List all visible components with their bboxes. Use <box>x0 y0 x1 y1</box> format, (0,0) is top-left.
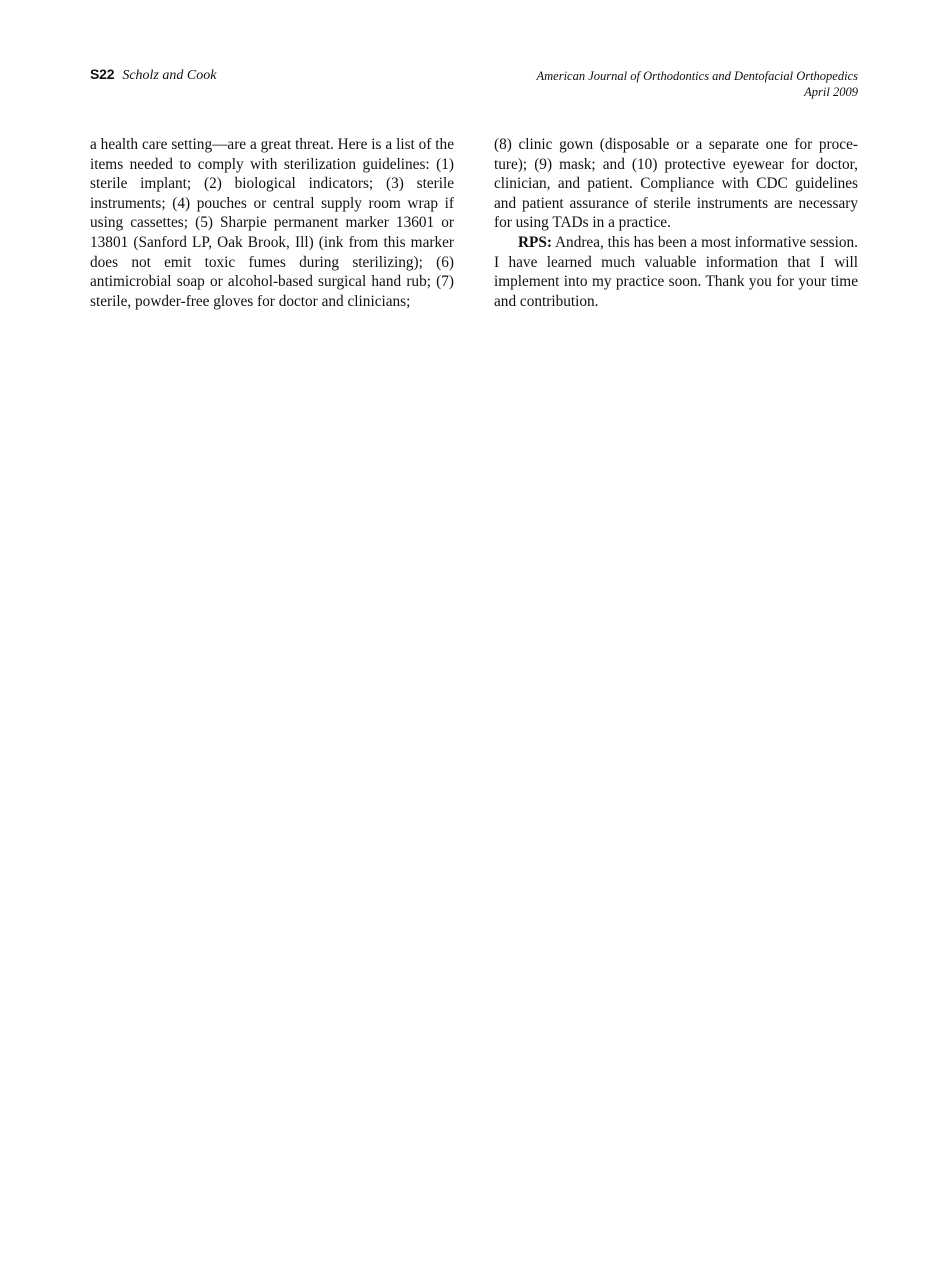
header-right <box>537 68 859 100</box>
left-column <box>90 135 454 311</box>
closing-remark: Andrea, this has been a most informative session. I have learned much valuable information that I will implement into my practice soon. Thank you for your time and contribution. <box>494 233 858 310</box>
running-header <box>90 66 858 106</box>
right-column <box>494 135 858 311</box>
header-left <box>90 66 216 84</box>
running-authors: Scholz and Cook <box>122 68 217 83</box>
page-number: S22 <box>90 66 115 82</box>
right-paragraph-2 <box>494 233 858 311</box>
issue-date: April 2009 <box>804 85 858 99</box>
right-paragraph-1: (8) clinic gown (disposable or a separate one for proceture); (9) mask; and (10) protective eyewear for doctor, clinician, and patient. Compliance with CDC guidelines and patient assurance of sterile instruments are necessary for using TADs in a practice. <box>494 136 858 232</box>
left-paragraph-1: a health care setting—are a great threat. Here is a list of the items needed to comply with sterilization guidelines: (1) sterile implant; (2) biological indicators; (3) sterile instruments; (4) pouches or central supply room wrap if using cassettes; (5) Sharpie permanent marker 13601 or 13801 (Sanford LP, Oak Brook, Ill) (ink from this marker does not emit toxic fumes during sterilizing); (6) antimicrobial soap or alcohol-based surgical hand rub; (7) sterile, powder-free gloves for doctor and clinicians; <box>90 136 454 310</box>
speaker-label: RPS: <box>518 233 552 251</box>
journal-title: American Journal of Orthodontics and Dentofacial Orthopedics <box>536 69 858 83</box>
